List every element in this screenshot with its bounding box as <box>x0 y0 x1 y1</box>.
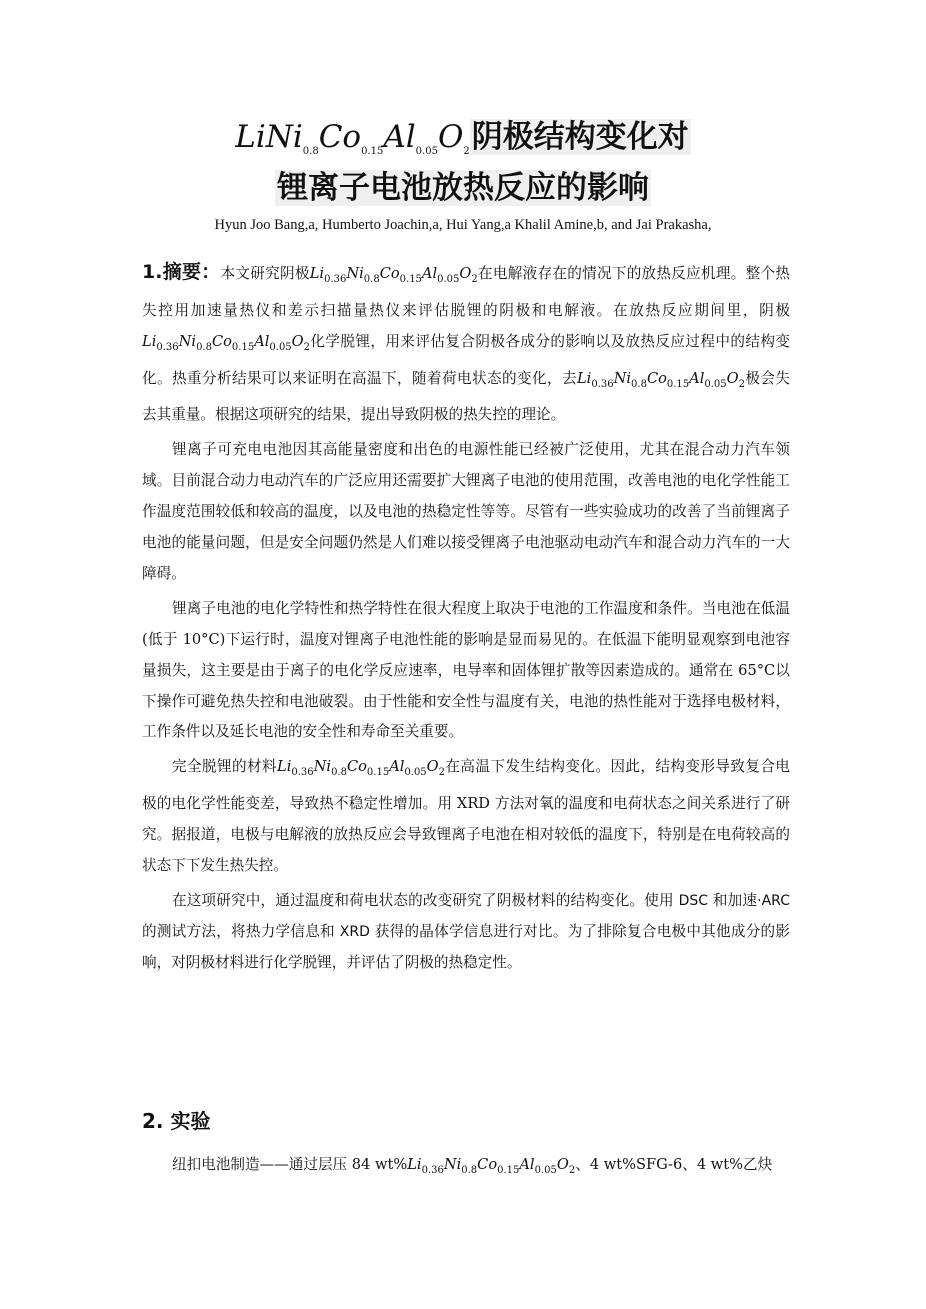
body-paragraph-5: 在这项研究中，通过温度和荷电状态的改变研究了阴极材料的结构变化。使用 DSC 和加速·ARC 的测试方法，将热力学信息和 XRD 获得的晶体学信息进行对比。为了排除复合电极中其他成分的影响，对阴极材料进行化学脱锂，并评估了阴极的热稳定性。 <box>142 891 790 971</box>
formula: $Li_{0.36}Ni_{0.8}Co_{0.15}Al_{0.05}O_2$ <box>576 369 745 390</box>
formula: $Li_{0.36}Ni_{0.8}Co_{0.15}Al_{0.05}O_2$ <box>407 1156 576 1176</box>
abstract-paragraph: 1.摘要：本文研究阴极$Li_{0.36}Ni_{0.8}Co_{0.15}Al_{0.05}O_2$在电解液存在的情况下的放热反应机理。整个热失控用加速量热仪和差示扫描量热仪来评估脱锂的阴极和电解液。在放热反应期间里，阴极$Li_{0.36}Ni_{0.8}Co_{0.15}Al_{0.05}O_2$化学脱锂，用来评估复合阴极各成分的影响以及放热反应过程中的结构变化。热重分析结果可以来证明在高温下，随着荷电状态的变化，去$Li_{0.36}Ni_{0.8}Co_{0.15}Al_{0.05}O_2$极会失去其重量。根据这项研究的结果，提出导致阴极的热失控的理论。 <box>142 261 790 424</box>
section-2-paragraph: 纽扣电池制造——通过层压 84 $wt\%Li_{0.36}Ni_{0.8}Co_{0.15}Al_{0.05}O_2$、4 wt%SFG-6、4 wt%乙炔 <box>172 1156 773 1176</box>
abstract-heading: 1.摘要： <box>142 261 221 283</box>
section-2-heading: 2. 实验 <box>142 1109 211 1133</box>
formula: $Li_{0.36}Ni_{0.8}Co_{0.15}Al_{0.05}O_2$ <box>142 332 311 353</box>
title-formula: $LiNi_{0.8}Co_{0.15}Al_{0.05}O_2$ <box>235 119 470 158</box>
body-paragraph-2: 锂离子可充电电池因其高能量密度和出色的电源性能已经被广泛使用，尤其在混合动力汽车领域。目前混合动力电动汽车的广泛应用还需要扩大锂离子电池的使用范围，改善电池的电化学性能工作温度范围较低和较高的温度，以及电池的热稳定性等等。尽管有一些实验成功的改善了当前锂离子电池的能量问题，但是安全问题仍然是人们难以接受锂离子电池驱动电动汽车和混合动力汽车的一大障碍。 <box>142 441 790 582</box>
formula: $Li_{0.36}Ni_{0.8}Co_{0.15}Al_{0.05}O_2$ <box>277 758 446 779</box>
title-cn-part2: 锂离子电池放热反应的影响 <box>277 170 649 206</box>
abstract-block <box>142 257 790 979</box>
paper-title-line2 <box>0 166 926 210</box>
author-list: Hyun Joo Bang,a, Humberto Joachin,a, Hui Yang,a Khalil Amine,b, and Jai Prakasha, <box>214 217 712 233</box>
body-paragraph-3: 锂离子电池的电化学特性和热学特性在很大程度上取决于电池的工作温度和条件。当电池在低温(低于 10°C)下运行时，温度对锂离子电池性能的影响是显而易见的。在低温下能明显观察到电池容量损失，这主要是由于离子的电化学反应速率，电导率和固体锂扩散等因素造成的。通常在 65°C以下操作可避免热失控和电池破裂。由于性能和安全性与温度有关，电池的热性能对于选择电极材料，工作条件以及延长电池的安全性和寿命至关重要。 <box>142 599 790 741</box>
body-paragraph-4: 完全脱锂的材料$Li_{0.36}Ni_{0.8}Co_{0.15}Al_{0.05}O_2$在高温下发生结构变化。因此，结构变形导致复合电极的电化学性能变差，导致热不稳定性增加。用 XRD 方法对氧的温度和电荷状态之间关系进行了研究。据报道，电极与电解液的放热反应会导致锂离子电池在相对较低的温度下，特别是在电荷较高的状态下下发生热失控。 <box>142 758 790 874</box>
formula: $Li_{0.36}Ni_{0.8}Co_{0.15}Al_{0.05}O_2$ <box>309 265 478 285</box>
title-cn-part1: 阴极结构变化对 <box>471 119 689 155</box>
